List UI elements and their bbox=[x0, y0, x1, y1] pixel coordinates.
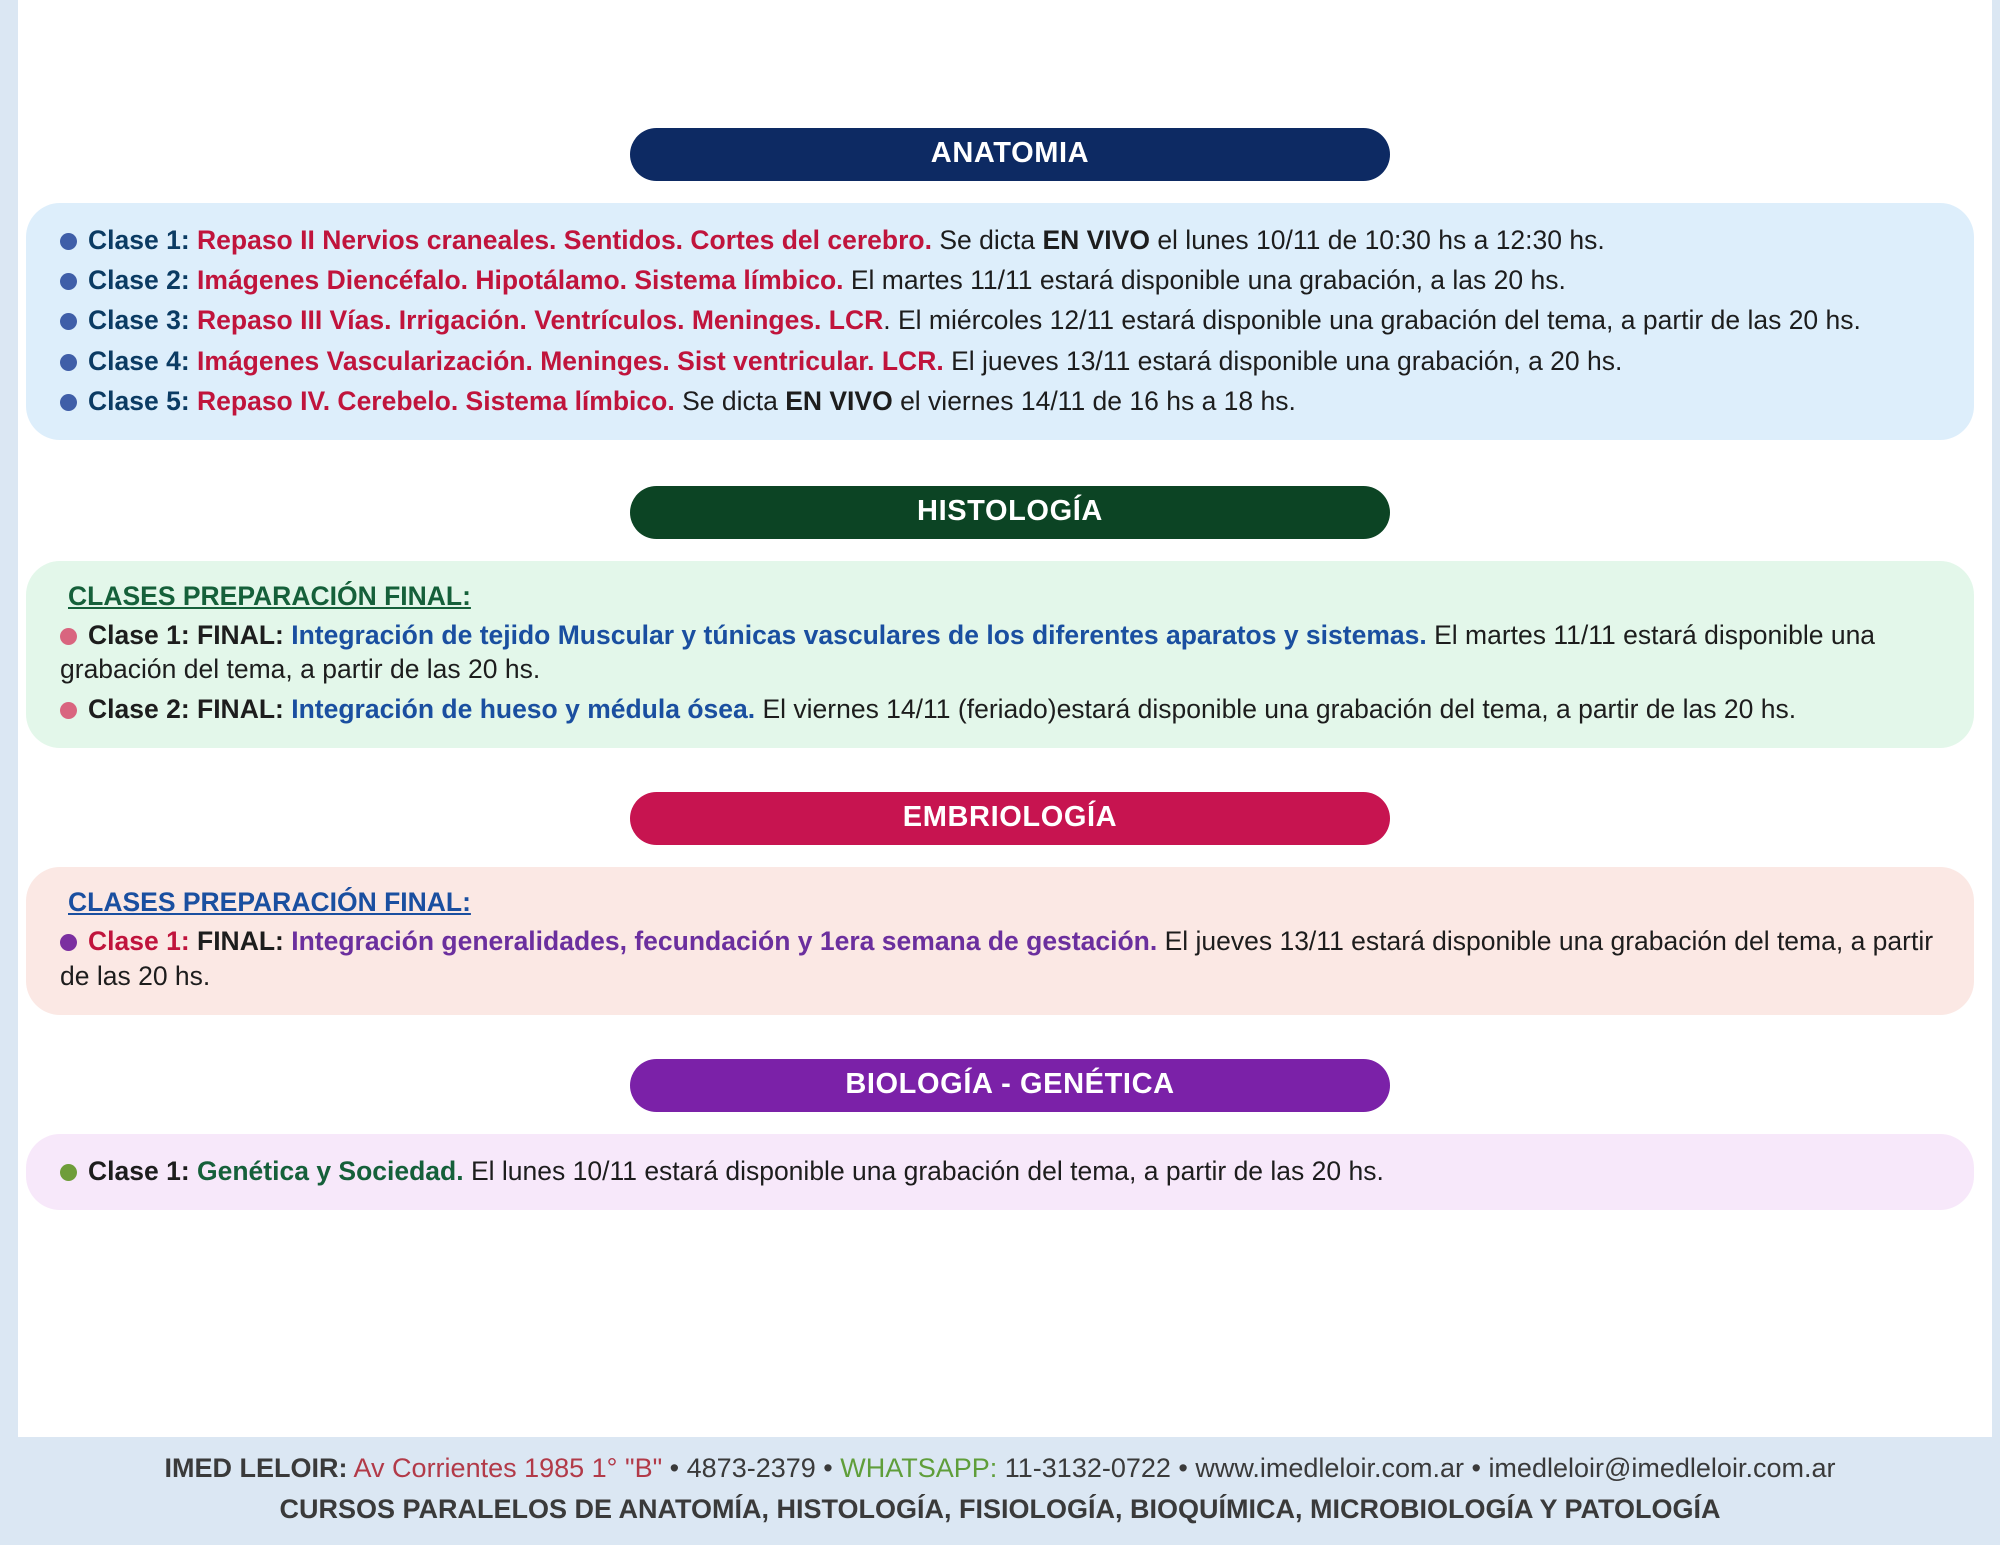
section-title-biologia: BIOLOGÍA - GENÉTICA bbox=[630, 1059, 1390, 1112]
class-label: Clase 2: bbox=[88, 265, 190, 296]
list-item bbox=[60, 1154, 1940, 1188]
bullet-icon bbox=[60, 354, 77, 371]
class-detail: Se dicta bbox=[931, 225, 1043, 255]
institute-phone: 4873-2379 bbox=[686, 1453, 816, 1483]
class-topic: Integración de tejido Muscular y túnicas vasculares de los diferentes aparatos y sistemas. bbox=[291, 619, 1427, 650]
section-histologia bbox=[26, 486, 1974, 749]
top-spacer bbox=[26, 0, 1974, 128]
list-item bbox=[60, 223, 1940, 257]
class-highlight: EN VIVO bbox=[785, 385, 893, 416]
footer-separator-1: • bbox=[662, 1453, 687, 1483]
final-classes-heading: CLASES PREPARACIÓN FINAL: bbox=[68, 580, 471, 611]
class-label: Clase 3: bbox=[88, 305, 190, 336]
class-detail: El lunes 10/11 estará disponible una grabación del tema, a partir de las 20 hs. bbox=[463, 1155, 1384, 1186]
bullet-icon bbox=[60, 628, 77, 645]
class-detail: El martes 11/11 estará disponible una grabación del tema, a partir de las 20 hs. bbox=[60, 619, 1876, 685]
whatsapp-label: WHATSAPP: bbox=[840, 1453, 998, 1483]
class-label: Clase 1: bbox=[88, 225, 190, 255]
footer-separator-3: • bbox=[1170, 1453, 1196, 1483]
bullet-icon bbox=[60, 233, 77, 250]
footer-contact-line bbox=[0, 1453, 2000, 1484]
bullet-icon bbox=[60, 313, 77, 330]
class-detail: Se dicta bbox=[674, 385, 786, 416]
bullet-icon bbox=[60, 273, 77, 290]
institute-address: Av Corrientes 1985 1° "B" bbox=[353, 1453, 663, 1483]
class-topic: Imágenes Vascularización. Meninges. Sist ventricular. LCR. bbox=[197, 345, 944, 376]
class-topic: Genética y Sociedad. bbox=[197, 1155, 464, 1186]
section-anatomia bbox=[26, 128, 1974, 440]
class-topic: Integración de hueso y médula ósea. bbox=[291, 694, 756, 725]
list-item bbox=[60, 263, 1940, 297]
footer bbox=[0, 1437, 2000, 1545]
section-title-wrap-embriologia bbox=[26, 792, 1974, 845]
bullet-icon bbox=[60, 394, 77, 411]
website-link[interactable]: www.imedleloir.com.ar bbox=[1195, 1453, 1464, 1483]
email-link[interactable]: imedleloir@imedleloir.com.ar bbox=[1488, 1453, 1836, 1483]
bullet-icon bbox=[60, 934, 77, 951]
section-card-embriologia bbox=[26, 867, 1974, 1014]
class-label: Clase 4: bbox=[88, 345, 190, 376]
section-embriologia bbox=[26, 792, 1974, 1014]
class-label: Clase 5: bbox=[88, 385, 190, 416]
section-card-histologia bbox=[26, 561, 1974, 749]
bullet-icon bbox=[60, 1164, 77, 1181]
footer-separator-4: • bbox=[1463, 1453, 1489, 1483]
bullet-icon bbox=[60, 702, 77, 719]
class-topic: Repaso IV. Cerebelo. Sistema límbico. bbox=[197, 385, 675, 416]
class-label: Clase 1: bbox=[88, 1155, 190, 1186]
class-label: Clase 2: FINAL: bbox=[88, 694, 284, 725]
class-highlight: EN VIVO bbox=[1042, 225, 1150, 255]
class-label: Clase 1: bbox=[88, 926, 190, 957]
footer-separator-2: • bbox=[815, 1453, 841, 1483]
class-detail: . El miércoles 12/11 estará disponible una grabación del tema, a partir de las 20 hs. bbox=[883, 305, 1861, 336]
list-item bbox=[60, 384, 1940, 418]
section-biologia bbox=[26, 1059, 1974, 1210]
section-title-anatomia: ANATOMIA bbox=[630, 128, 1390, 181]
class-detail: El martes 11/11 estará disponible una grabación, a las 20 hs. bbox=[843, 265, 1566, 296]
class-label-final: FINAL: bbox=[189, 926, 284, 957]
class-detail: El viernes 14/11 (feriado)estará disponible una grabación del tema, a partir de las 20 hs. bbox=[755, 694, 1797, 725]
section-card-anatomia bbox=[26, 203, 1974, 440]
class-detail: El jueves 13/11 estará disponible una grabación del tema, a partir de las 20 hs. bbox=[60, 926, 1934, 991]
list-item bbox=[60, 344, 1940, 378]
section-title-wrap-histologia bbox=[26, 486, 1974, 539]
class-detail: El jueves 13/11 estará disponible una grabación, a 20 hs. bbox=[943, 345, 1623, 376]
class-label: Clase 1: FINAL: bbox=[88, 619, 284, 650]
institute-name: IMED LELOIR: bbox=[164, 1453, 348, 1483]
class-topic: Repaso III Vías. Irrigación. Ventrículos. Meninges. LCR bbox=[197, 305, 884, 336]
section-card-biologia bbox=[26, 1134, 1974, 1210]
section-title-histologia: HISTOLOGÍA bbox=[630, 486, 1390, 539]
list-item bbox=[60, 303, 1940, 337]
final-classes-heading: CLASES PREPARACIÓN FINAL: bbox=[68, 887, 471, 918]
class-topic: Integración generalidades, fecundación y 1era semana de gestación. bbox=[291, 926, 1158, 957]
class-topic: Imágenes Diencéfalo. Hipotálamo. Sistema límbico. bbox=[197, 265, 844, 296]
section-title-embriologia: EMBRIOLOGÍA bbox=[630, 792, 1390, 845]
class-topic: Repaso II Nervios craneales. Sentidos. Cortes del cerebro. bbox=[197, 225, 932, 255]
whatsapp-number: 11-3132-0722 bbox=[997, 1453, 1171, 1483]
class-detail-2: el viernes 14/11 de 16 hs a 18 hs. bbox=[892, 385, 1296, 416]
list-item bbox=[60, 692, 1940, 726]
class-detail-2: el lunes 10/11 de 10:30 hs a 12:30 hs. bbox=[1149, 225, 1605, 255]
list-item bbox=[60, 924, 1940, 992]
footer-courses-line: CURSOS PARALELOS DE ANATOMÍA, HISTOLOGÍA, FISIOLOGÍA, BIOQUÍMICA, MICROBIOLOGÍA Y PATOLOGÍA bbox=[279, 1494, 1721, 1524]
section-title-wrap-biologia bbox=[26, 1059, 1974, 1112]
list-item bbox=[60, 618, 1940, 686]
section-title-wrap-anatomia bbox=[26, 128, 1974, 181]
